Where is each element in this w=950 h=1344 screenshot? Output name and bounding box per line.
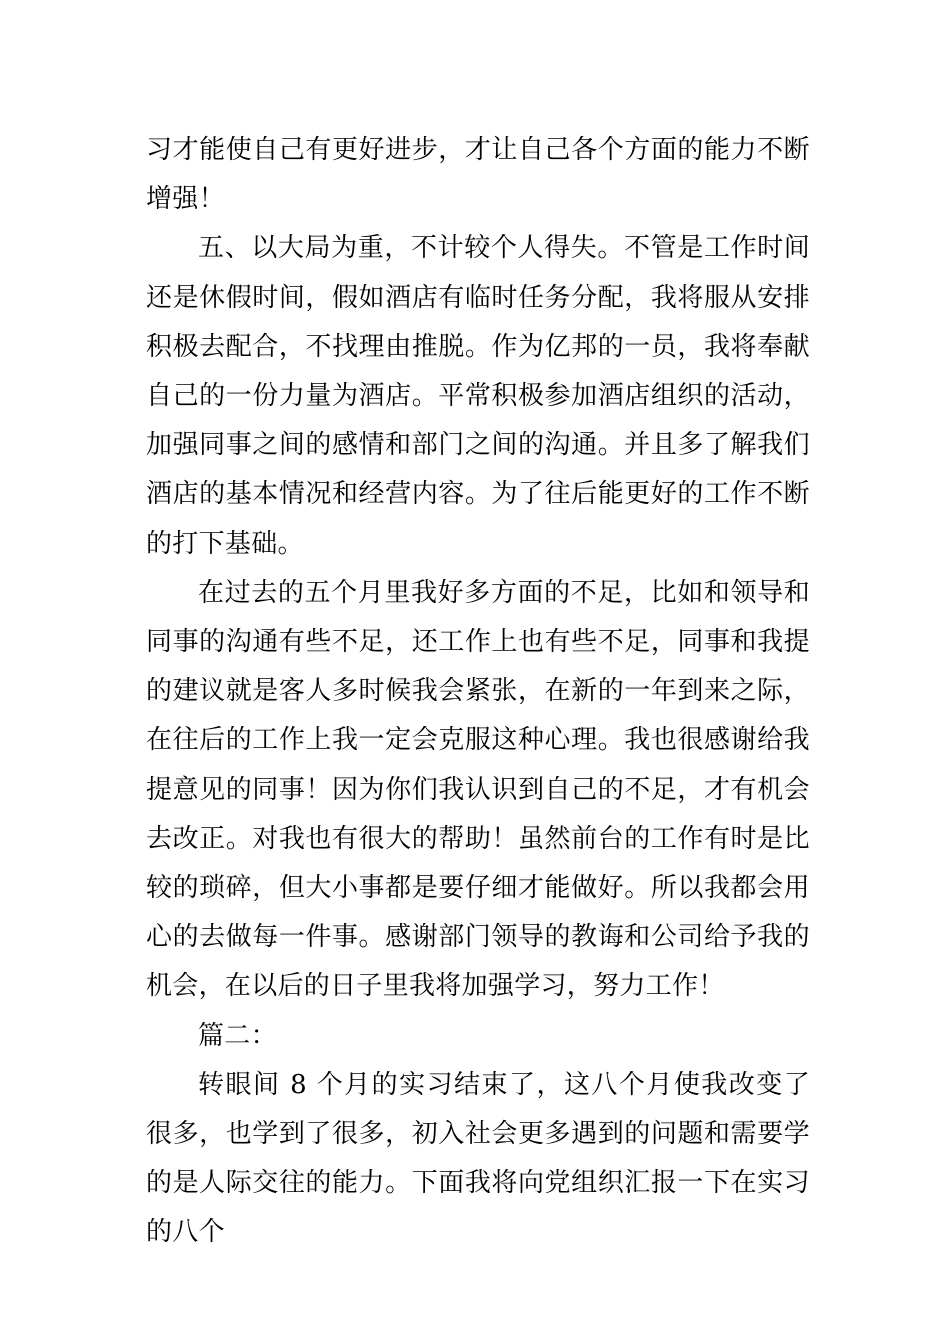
paragraph-continuation: 习才能使自己有更好进步，才让自己各个方面的能力不断增强！ [146, 135, 810, 215]
paragraph-section-five: 五、以大局为重，不计较个人得失。不管是工作时间还是休假时间，假如酒店有临时任务分配，我将服从安排积极去配合，不找理由推脱。作为亿邦的一员，我将奉献自己的一份力量为酒店。平常积极参加酒店组织的活动，加强同事之间的感情和部门之间的沟通。并且多了解我们酒店的基本情况和经营内容。为了往后能更好的工作不断的打下基础。 [146, 233, 810, 559]
document-body [146, 126, 810, 1258]
section-heading-part-two: 篇二： [198, 1020, 277, 1051]
paragraph-reflection: 在过去的五个月里我好多方面的不足，比如和领导和同事的沟通有些不足，还工作上也有些不足，同事和我提的建议就是客人多时候我会紧张，在新的一年到来之际，在往后的工作上我一定会克服这种心理。我也很感谢给我提意见的同事！因为你们我认识到自己的不足，才有机会去改正。对我也有很大的帮助！虽然前台的工作有时是比较的琐碎，但大小事都是要仔细才能做好。所以我都会用心的去做每一件事。感谢部门领导的教诲和公司给予我的机会，在以后的日子里我将加强学习，努力工作！ [146, 577, 810, 1002]
paragraph-part-two-intro: 转眼间 8 个月的实习结束了，这八个月使我改变了很多，也学到了很多，初入社会更多遇到的问题和需要学的是人际交往的能力。下面我将向党组织汇报一下在实习的八个 [146, 1069, 810, 1248]
